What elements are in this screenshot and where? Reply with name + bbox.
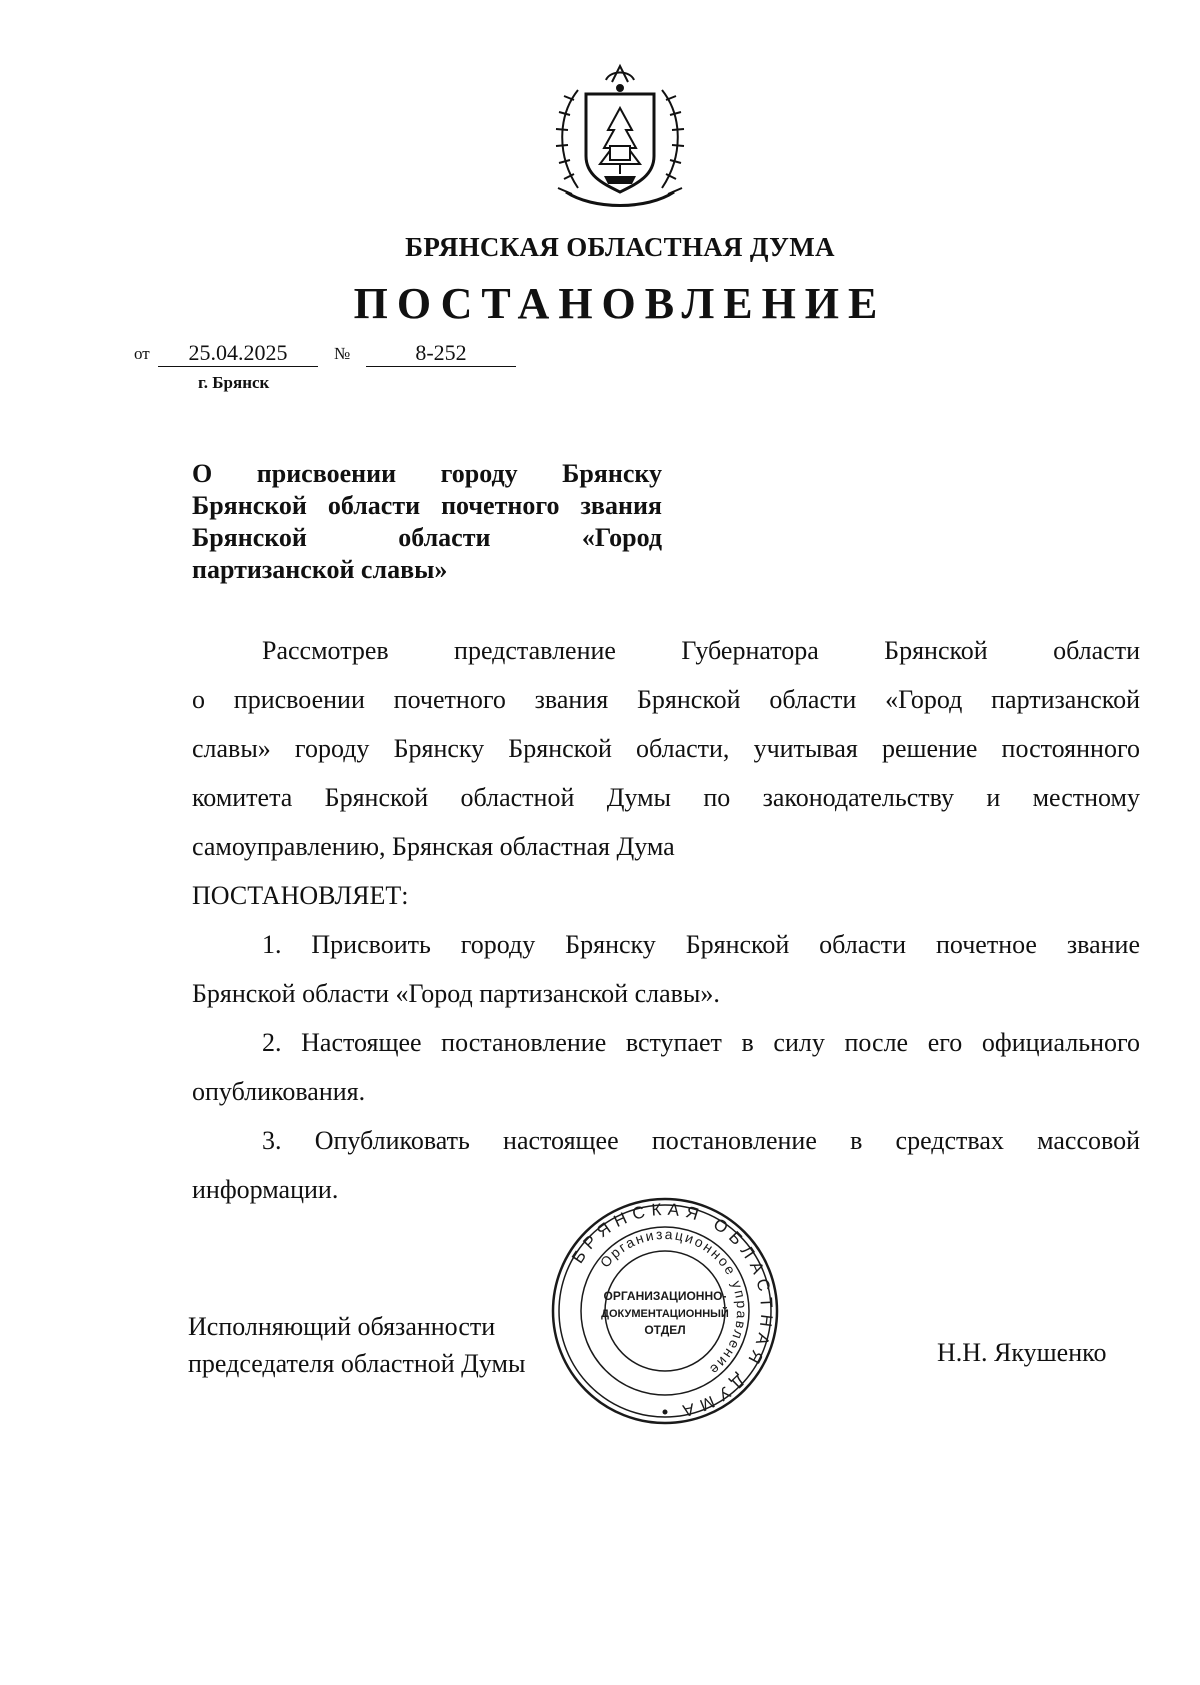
decree-item-2 <box>192 1018 1140 1116</box>
subject-line: Брянской области почетного звания <box>192 491 662 520</box>
stamp-center-line: ДОКУМЕНТАЦИОННЫЙ <box>601 1308 729 1320</box>
item-line: 2. Настоящее постановление вступает в силу после его официального <box>262 1028 1140 1057</box>
preamble-paragraph <box>192 626 1140 871</box>
item-line: Брянской области «Город партизанской славы». <box>192 979 720 1008</box>
stamp-outer-text: БРЯНСКАЯ ОБЛАСТНАЯ ДУМА <box>568 1199 777 1422</box>
item-line: 3. Опубликовать настоящее постановление в средствах массовой <box>262 1126 1140 1155</box>
signatory-position <box>188 1308 525 1382</box>
coat-of-arms-emblem <box>548 60 692 210</box>
item-line: 1. Присвоить городу Брянску Брянской области почетное звание <box>262 930 1140 959</box>
preamble-line: комитета Брянской областной Думы по законодательству и местному <box>192 783 1140 812</box>
signatory-name: Н.Н. Якушенко <box>937 1338 1107 1367</box>
document-date: 25.04.2025 <box>158 340 318 367</box>
city-name: г. Брянск <box>198 373 270 392</box>
subject-line: партизанской славы» <box>192 555 448 584</box>
subject-line: О присвоении городу Брянску <box>192 459 662 488</box>
document-number: 8-252 <box>366 340 516 367</box>
document-type-title: ПОСТАНОВЛЕНИЕ <box>353 279 887 328</box>
stamp-center-line: ОРГАНИЗАЦИОННО- <box>603 1289 727 1303</box>
decree-word: ПОСТАНОВЛЯЕТ: <box>192 881 409 910</box>
item-line: информации. <box>192 1175 339 1204</box>
document-body <box>192 626 1140 1214</box>
item-line: опубликования. <box>192 1077 366 1106</box>
preamble-line: о присвоении почетного звания Брянской области «Город партизанской <box>192 685 1140 714</box>
organization-name: БРЯНСКАЯ ОБЛАСТНАЯ ДУМА <box>405 232 835 262</box>
official-stamp <box>550 1196 780 1426</box>
preamble-line: Рассмотрев представление Губернатора Брянской области <box>262 636 1140 665</box>
number-label: № <box>334 344 351 363</box>
decree-item-1 <box>192 920 1140 1018</box>
document-subject <box>192 458 662 586</box>
stamp-center-line: ОТДЕЛ <box>644 1323 686 1337</box>
position-line: Исполняющий обязанности <box>188 1312 496 1341</box>
date-label: от <box>134 344 150 363</box>
preamble-line: славы» городу Брянску Брянской области, учитывая решение постоянного <box>192 734 1140 763</box>
preamble-line: самоуправлению, Брянская областная Дума <box>192 832 675 861</box>
position-line: председателя областной Думы <box>188 1349 526 1378</box>
subject-line: Брянской области «Город <box>192 523 662 552</box>
stamp-inner-text: Организационное управление <box>596 1225 751 1380</box>
